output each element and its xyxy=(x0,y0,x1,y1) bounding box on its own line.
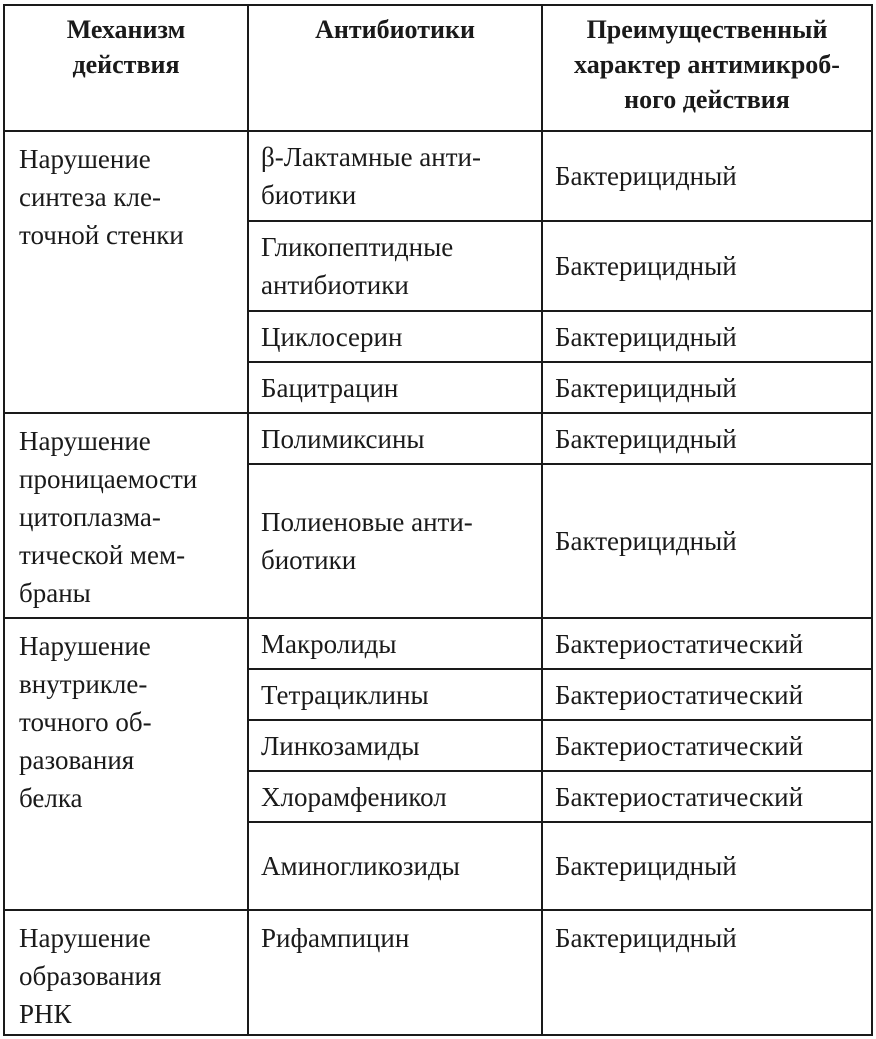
antibiotic-cell: Рифампицин xyxy=(248,910,542,1035)
character-cell: Бактерицидный xyxy=(542,910,872,1035)
antibiotic-cell: Макролиды xyxy=(248,618,542,669)
table-row xyxy=(4,618,872,669)
antibiotic-cell: Полимиксины xyxy=(248,413,542,464)
header-character: Преимущественный характер антимикроб- ного действия xyxy=(542,5,872,131)
header-mechanism: Механизм действия xyxy=(4,5,248,131)
table-row xyxy=(4,910,872,1035)
antibiotic-cell: Бацитрацин xyxy=(248,362,542,413)
character-cell: Бактериостатический xyxy=(542,771,872,822)
character-cell: Бактерицидный xyxy=(542,131,872,221)
mechanism-cell: Нарушение образования РНК xyxy=(4,910,248,1035)
antibiotic-cell: Хлорамфеникол xyxy=(248,771,542,822)
character-cell: Бактериостатический xyxy=(542,720,872,771)
character-cell: Бактерицидный xyxy=(542,311,872,362)
character-cell: Бактерицидный xyxy=(542,413,872,464)
table-row xyxy=(4,413,872,464)
antibiotic-cell: Циклосерин xyxy=(248,311,542,362)
character-cell: Бактериостатический xyxy=(542,618,872,669)
character-cell: Бактериостатический xyxy=(542,669,872,720)
antibiotic-cell: β-Лактамные анти- биотики xyxy=(248,131,542,221)
antibiotic-cell: Полиеновые анти- биотики xyxy=(248,464,542,618)
antibiotic-cell: Аминогликозиды xyxy=(248,822,542,910)
mechanism-cell: Нарушение проницаемости цитоплазма- тической мем- браны xyxy=(4,413,248,618)
character-cell: Бактерицидный xyxy=(542,221,872,311)
mechanism-cell: Нарушение синтеза кле- точной стенки xyxy=(4,131,248,413)
table-row xyxy=(4,131,872,221)
table-header-row xyxy=(4,5,872,131)
mechanism-cell: Нарушение внутрикле- точного об- разования белка xyxy=(4,618,248,910)
character-cell: Бактерицидный xyxy=(542,464,872,618)
antibiotic-cell: Линкозамиды xyxy=(248,720,542,771)
header-antibiotics: Антибиотики xyxy=(248,5,542,131)
character-cell: Бактерицидный xyxy=(542,362,872,413)
character-cell: Бактерицидный xyxy=(542,822,872,910)
antibiotics-table xyxy=(3,4,873,1036)
antibiotic-cell: Гликопептидные антибиотики xyxy=(248,221,542,311)
antibiotic-cell: Тетрациклины xyxy=(248,669,542,720)
